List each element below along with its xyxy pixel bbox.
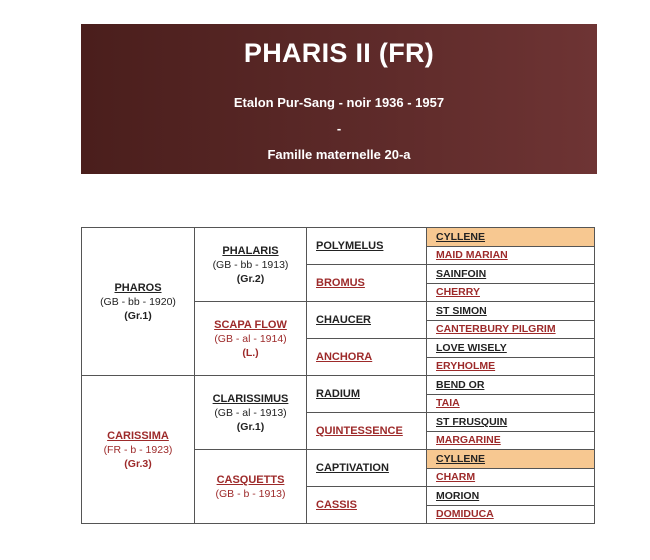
- gen4-cell: [427, 450, 595, 469]
- gen4-name[interactable]: MAID MARIAN: [436, 249, 508, 262]
- gen4-cell: [427, 431, 595, 450]
- gen4-cell: [427, 339, 595, 358]
- gen3-name[interactable]: CAPTIVATION: [316, 462, 389, 474]
- sire-info: (GB - bb - 1920): [100, 295, 176, 308]
- gen4-cell: [427, 357, 595, 376]
- gen4-name[interactable]: SAINFOIN: [436, 267, 487, 280]
- gen4-name[interactable]: ST FRUSQUIN: [436, 415, 508, 428]
- sire-grade: (Gr.1): [124, 309, 152, 322]
- gen4-name[interactable]: TAIA: [436, 397, 460, 410]
- gen4-cell: [427, 505, 595, 524]
- gen3-name[interactable]: CHAUCER: [316, 314, 371, 326]
- gen2-info: (GB - al - 1914): [214, 332, 287, 345]
- gen2-cell: [195, 302, 307, 376]
- pedigree-table: [81, 227, 595, 524]
- gen4-name[interactable]: LOVE WISELY: [436, 341, 507, 354]
- gen4-cell: [427, 468, 595, 487]
- gen4-cell: [427, 413, 595, 432]
- gen3-name[interactable]: RADIUM: [316, 388, 360, 400]
- gen2-grade: (L.): [242, 346, 259, 359]
- gen2-info: (GB - al - 1913): [214, 406, 287, 419]
- gen4-cell: [427, 302, 595, 321]
- sire-name[interactable]: PHAROS: [114, 281, 162, 294]
- gen3-name[interactable]: BROMUS: [316, 277, 365, 289]
- maternal-family: Famille maternelle 20-a: [267, 147, 411, 162]
- gen3-cell: [307, 302, 427, 339]
- gen3-cell: [307, 487, 427, 524]
- gen3-name[interactable]: CASSIS: [316, 499, 357, 511]
- horse-title: PHARIS II (FR): [243, 38, 435, 68]
- gen4-cell: [427, 320, 595, 339]
- gen4-name[interactable]: ST SIMON: [436, 304, 487, 317]
- gen3-cell: [307, 413, 427, 450]
- gen2-info: (GB - b - 1913): [215, 487, 286, 500]
- gen4-cell: [427, 394, 595, 413]
- gen2-grade: (Gr.1): [236, 420, 265, 433]
- gen3-cell: [307, 376, 427, 413]
- gen4-name[interactable]: MORION: [436, 489, 480, 502]
- gen4-name[interactable]: DOMIDUCA: [436, 508, 494, 521]
- gen4-cell: [427, 283, 595, 302]
- gen2-cell: [195, 376, 307, 450]
- gen2-info: (GB - bb - 1913): [212, 258, 289, 271]
- gen3-name[interactable]: POLYMELUS: [316, 240, 384, 252]
- gen4-cell: [427, 228, 595, 247]
- horse-description: Etalon Pur-Sang - noir 1936 - 1957: [233, 95, 445, 110]
- gen4-name[interactable]: CANTERBURY PILGRIM: [436, 323, 556, 336]
- gen2-name[interactable]: CLARISSIMUS: [212, 392, 289, 405]
- gen4-cell: [427, 265, 595, 284]
- dam-name[interactable]: CARISSIMA: [107, 429, 169, 442]
- gen2-cell: [195, 228, 307, 302]
- gen3-name[interactable]: QUINTESSENCE: [316, 425, 403, 437]
- gen2-grade: (Gr.2): [236, 272, 265, 285]
- gen4-name[interactable]: CYLLENE: [436, 452, 486, 465]
- dam-grade: (Gr.3): [124, 457, 152, 470]
- gen4-name[interactable]: MARGARINE: [436, 434, 501, 447]
- gen2-cell: [195, 450, 307, 524]
- sire-cell: [82, 228, 195, 376]
- gen3-cell: [307, 450, 427, 487]
- gen4-cell: [427, 487, 595, 506]
- gen3-cell: [307, 339, 427, 376]
- gen3-cell: [307, 265, 427, 302]
- gen2-name[interactable]: PHALARIS: [222, 244, 279, 257]
- gen4-cell: [427, 376, 595, 395]
- gen3-name[interactable]: ANCHORA: [316, 351, 373, 363]
- gen4-cell: [427, 246, 595, 265]
- gen4-name[interactable]: CYLLENE: [436, 230, 486, 243]
- gen4-name[interactable]: ERYHOLME: [436, 360, 496, 373]
- gen3-cell: [307, 228, 427, 265]
- header-separator: -: [336, 121, 342, 136]
- gen2-name[interactable]: CASQUETTS: [216, 473, 285, 486]
- dam-cell: [82, 376, 195, 524]
- gen4-name[interactable]: CHERRY: [436, 286, 480, 299]
- page-header: [81, 24, 597, 174]
- gen4-name[interactable]: BEND OR: [436, 378, 485, 391]
- dam-info: (FR - b - 1923): [103, 443, 173, 456]
- gen4-name[interactable]: CHARM: [436, 471, 476, 484]
- gen2-name[interactable]: SCAPA FLOW: [214, 318, 287, 331]
